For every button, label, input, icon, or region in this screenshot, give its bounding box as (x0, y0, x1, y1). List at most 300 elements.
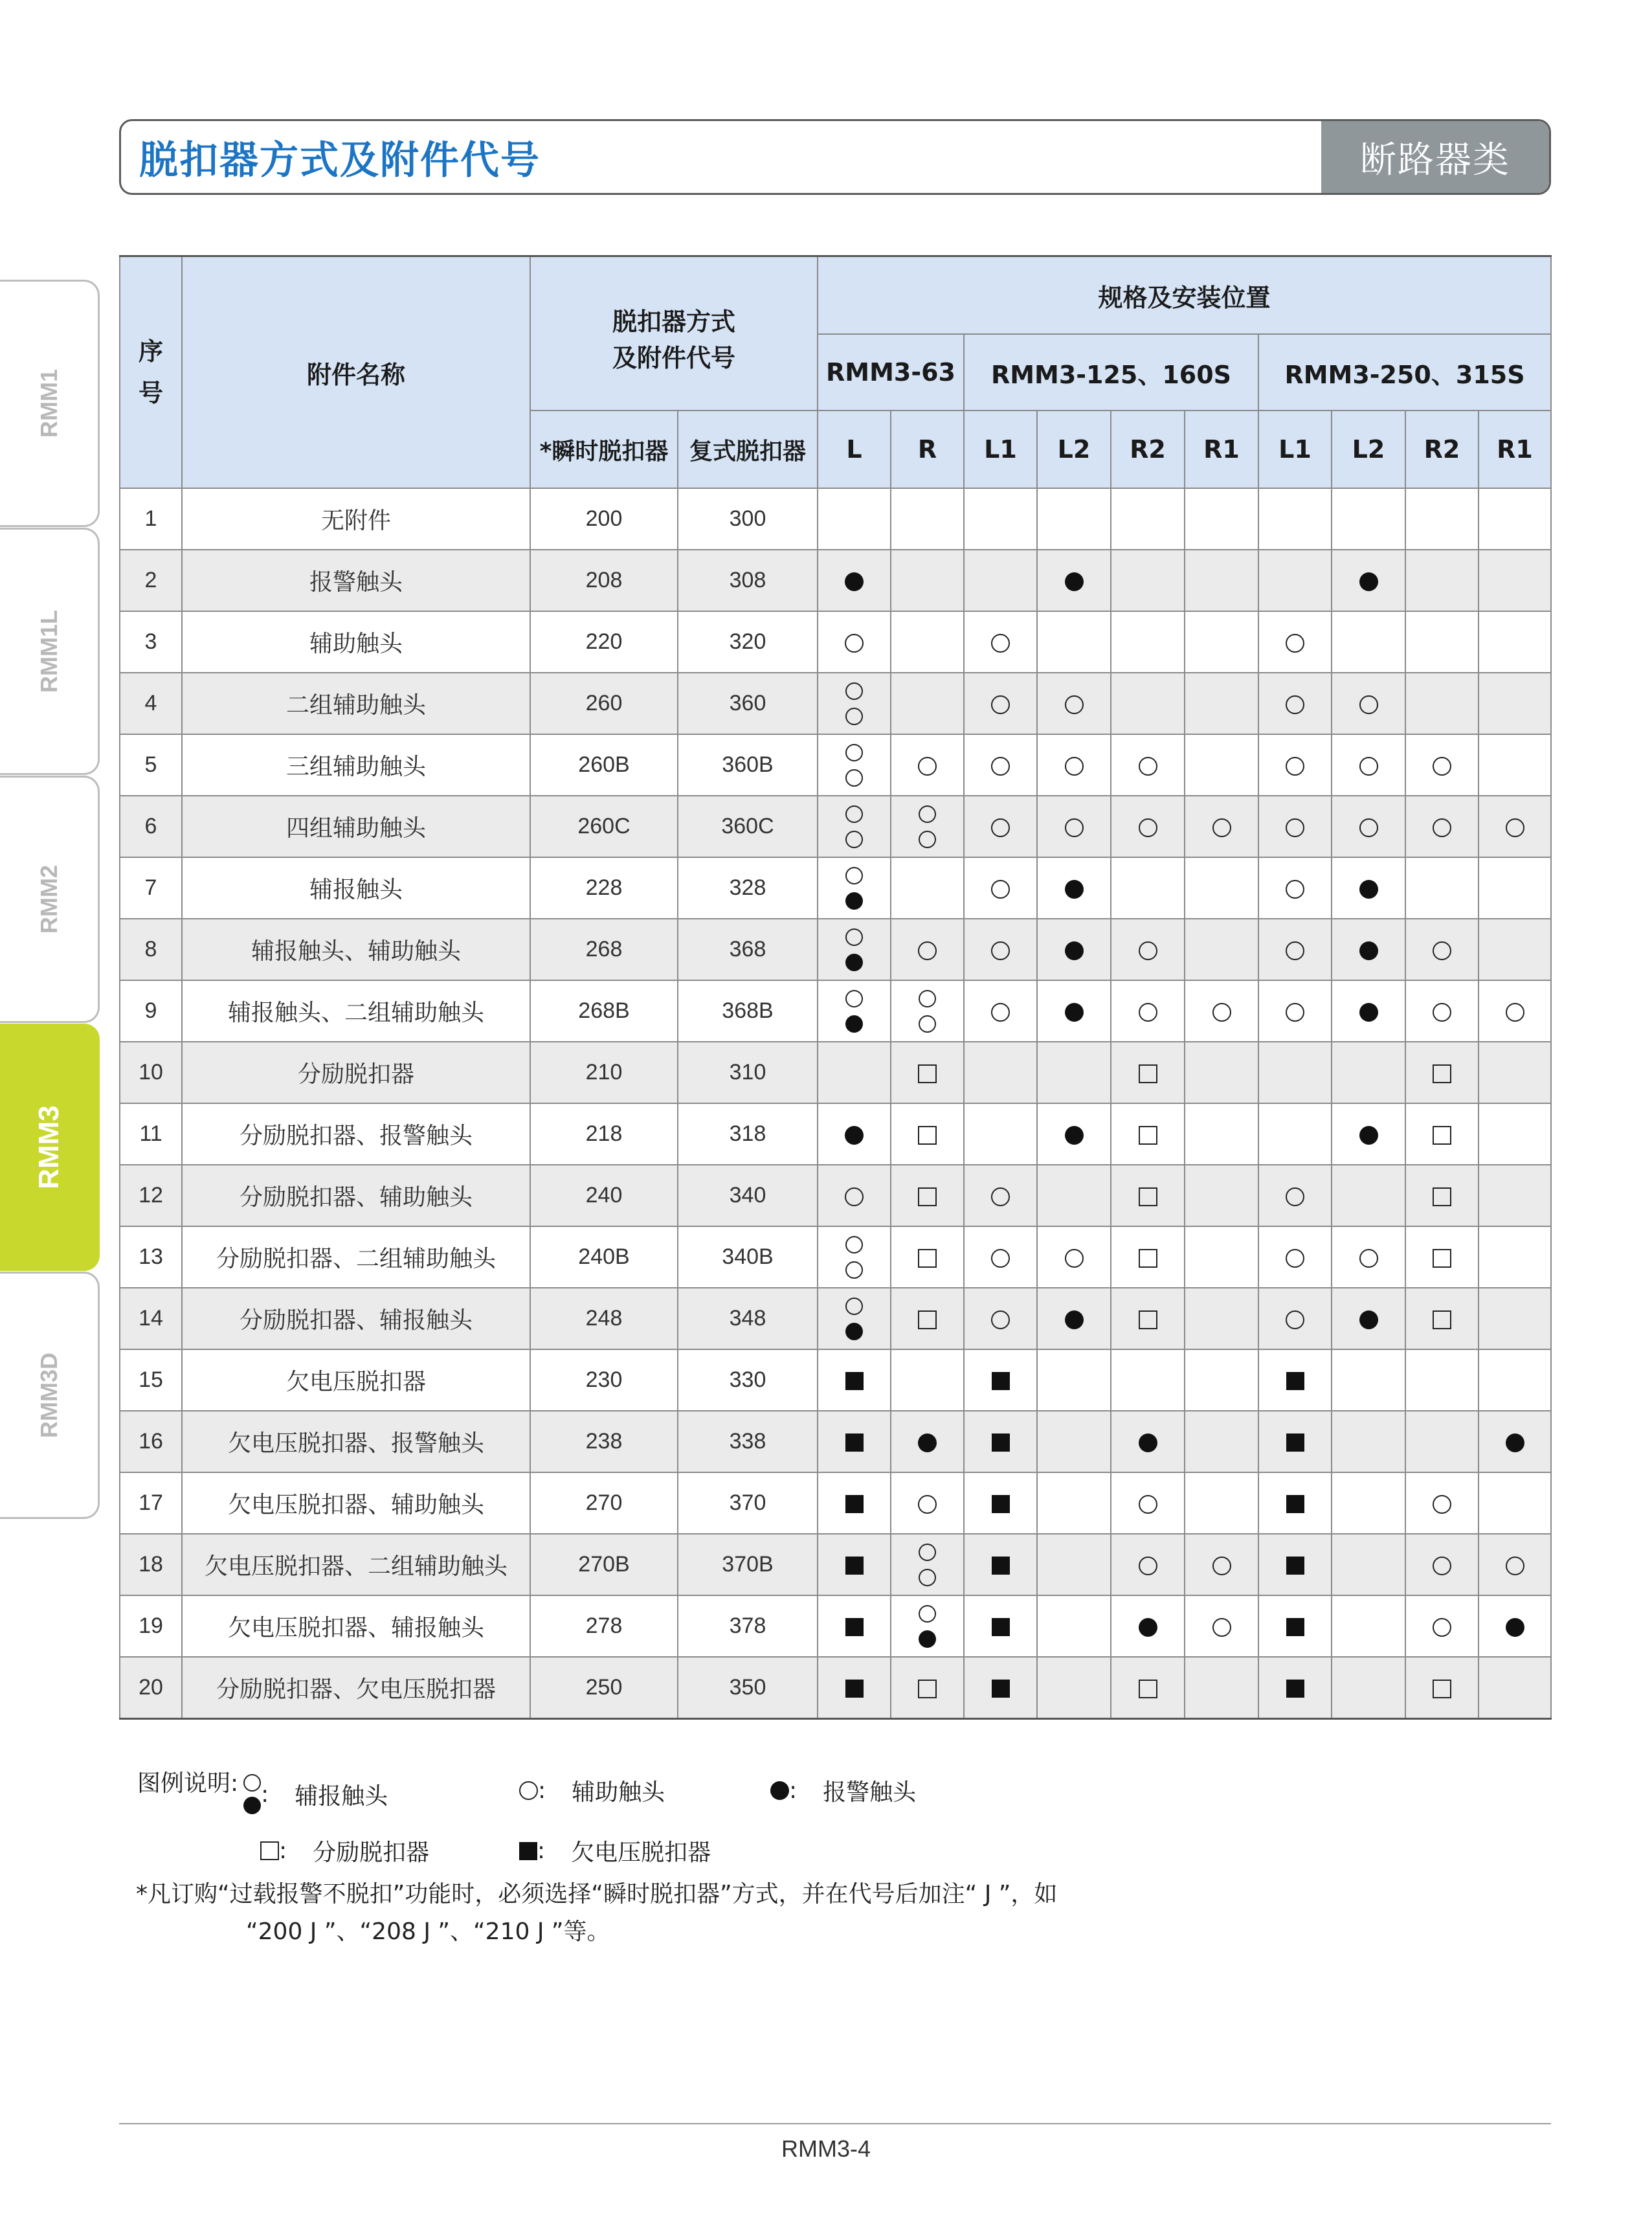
cell-position (1111, 1411, 1185, 1472)
cell-position (1037, 734, 1111, 796)
header-pos: R1 (1479, 410, 1551, 488)
cell-position (1258, 1657, 1332, 1719)
cell-position (1479, 919, 1551, 980)
open-circle-icon (845, 634, 864, 653)
symbol-stack (845, 744, 863, 787)
filled-circle-icon (1065, 941, 1084, 960)
open-circle-icon (1139, 1557, 1157, 1575)
cell-no: 12 (120, 1165, 182, 1226)
cell-position (1037, 488, 1111, 550)
cell-position (1037, 1288, 1111, 1349)
cell-position (1258, 611, 1332, 673)
cell-position (1037, 796, 1111, 857)
note-line-2: “200 J ”、“208 J ”、“210 J ”等。 (246, 1918, 610, 1945)
cell-position (1185, 1411, 1258, 1472)
cell-name: 辅报触头、辅助触头 (182, 919, 530, 980)
filled-circle-icon (1139, 1433, 1157, 1452)
table-row (120, 488, 1551, 550)
header-pos: L (818, 410, 891, 488)
cell-name: 辅报触头 (182, 857, 530, 919)
open-square-icon (1139, 1249, 1157, 1268)
open-circle-icon (1286, 818, 1304, 837)
open-circle-icon (845, 990, 863, 1007)
cell-position (1332, 980, 1405, 1042)
open-circle-icon (845, 769, 863, 787)
filled-circle-icon (1506, 1433, 1524, 1452)
cell-no: 20 (120, 1657, 182, 1719)
table-row (120, 1349, 1551, 1411)
cell-position (1185, 611, 1258, 673)
cell-position (1037, 1042, 1111, 1103)
open-circle-icon (1286, 1187, 1304, 1206)
cell-instant: 218 (530, 1103, 678, 1165)
cell-position (1332, 673, 1405, 734)
cell-position (964, 1534, 1037, 1595)
cell-position (1332, 857, 1405, 919)
open-circle-icon (991, 634, 1010, 653)
cell-position (818, 857, 891, 919)
tab-label: RMM3 (32, 1105, 65, 1189)
header-pos: R (891, 410, 964, 488)
cell-compound: 308 (678, 550, 818, 611)
open-square-icon (260, 1841, 279, 1860)
cell-position (1332, 1349, 1405, 1411)
cell-name: 欠电压脱扣器 (182, 1349, 530, 1411)
cell-position (1258, 550, 1332, 611)
open-circle-icon (1139, 1495, 1157, 1514)
open-circle-icon (991, 1003, 1010, 1022)
cell-name: 四组辅助触头 (182, 796, 530, 857)
cell-position (818, 919, 891, 980)
cell-instant: 260B (530, 734, 678, 796)
open-circle-icon (845, 682, 863, 700)
cell-compound: 370B (678, 1534, 818, 1595)
cell-position (1479, 796, 1551, 857)
cell-position (1405, 796, 1479, 857)
cell-position (1332, 1165, 1405, 1226)
symbol-stack (919, 805, 936, 848)
filled-circle-icon (919, 1630, 936, 1648)
filled-square-icon (992, 1372, 1010, 1390)
filled-square-icon (992, 1680, 1010, 1698)
cell-position (891, 1165, 964, 1226)
cell-position (818, 550, 891, 611)
filled-square-icon (992, 1433, 1010, 1452)
tab-rmm1l[interactable] (0, 528, 100, 775)
filled-circle-icon (1359, 1126, 1378, 1145)
open-circle-icon (919, 1569, 936, 1586)
legend-label: 辅助触头 (572, 1779, 665, 1806)
cell-position (818, 1165, 891, 1226)
header-pos: R2 (1111, 410, 1185, 488)
legend-colon: : (261, 1781, 269, 1808)
filled-square-icon (1286, 1618, 1304, 1636)
filled-square-icon (519, 1842, 537, 1860)
cell-position (1258, 1595, 1332, 1657)
cell-compound: 378 (678, 1595, 818, 1657)
cell-name: 分励脱扣器 (182, 1042, 530, 1103)
open-circle-icon (1433, 818, 1451, 837)
cell-name: 辅助触头 (182, 611, 530, 673)
cell-no: 6 (120, 796, 182, 857)
cell-position (1258, 1042, 1332, 1103)
filled-circle-icon (1065, 880, 1084, 899)
cell-position (1405, 1411, 1479, 1472)
cell-position (1332, 488, 1405, 550)
symbol-stack (919, 1605, 936, 1648)
cell-position (1258, 1103, 1332, 1165)
open-circle-icon (1286, 634, 1304, 653)
cell-position (1479, 1288, 1551, 1349)
filled-circle-icon (845, 954, 863, 971)
header-pos: L2 (1037, 410, 1111, 488)
cell-position (891, 796, 964, 857)
page-title: 脱扣器方式及附件代号 (139, 137, 541, 183)
cell-position (1258, 1411, 1332, 1472)
open-circle-icon (1065, 818, 1084, 837)
cell-position (891, 1349, 964, 1411)
cell-position (1111, 1657, 1185, 1719)
legend-title: 图例说明: (137, 1770, 239, 1797)
tab-rmm3[interactable] (0, 1024, 100, 1271)
table-row (120, 1103, 1551, 1165)
open-circle-icon (1212, 1003, 1231, 1022)
cell-position (1185, 1349, 1258, 1411)
cell-compound: 338 (678, 1411, 818, 1472)
open-circle-icon (1065, 695, 1084, 714)
cell-instant: 270 (530, 1472, 678, 1534)
cell-position (1332, 611, 1405, 673)
cell-position (1479, 1349, 1551, 1411)
cell-position (1405, 673, 1479, 734)
cell-position (1332, 1042, 1405, 1103)
cell-no: 16 (120, 1411, 182, 1472)
cell-position (818, 673, 891, 734)
cell-instant: 228 (530, 857, 678, 919)
cell-position (1258, 734, 1332, 796)
cell-position (1479, 1411, 1551, 1472)
open-circle-icon (1286, 757, 1304, 776)
cell-position (1111, 673, 1185, 734)
cell-position (1037, 550, 1111, 611)
cell-instant: 230 (530, 1349, 678, 1411)
cell-position (1111, 1103, 1185, 1165)
cell-position (1037, 1595, 1111, 1657)
cell-position (1037, 919, 1111, 980)
filled-square-icon (845, 1618, 864, 1636)
cell-position (1185, 857, 1258, 919)
cell-position (1111, 1534, 1185, 1595)
cell-name: 分励脱扣器、辅助触头 (182, 1165, 530, 1226)
filled-circle-icon (770, 1781, 789, 1800)
table-row (120, 1657, 1551, 1719)
filled-circle-icon (1506, 1618, 1524, 1637)
accessory-code-table (119, 255, 1552, 1720)
cell-no: 10 (120, 1042, 182, 1103)
cell-name: 辅报触头、二组辅助触头 (182, 980, 530, 1042)
tab-rmm3d[interactable] (0, 1272, 100, 1519)
cell-position (1111, 980, 1185, 1042)
cell-position (891, 1595, 964, 1657)
header-pos: L2 (1332, 410, 1405, 488)
cell-position (1332, 1411, 1405, 1472)
filled-square-icon (1286, 1557, 1304, 1575)
cell-name: 欠电压脱扣器、报警触头 (182, 1411, 530, 1472)
cell-compound: 300 (678, 488, 818, 550)
cell-position (1332, 1288, 1405, 1349)
cell-position (818, 1472, 891, 1534)
cell-instant: 248 (530, 1288, 678, 1349)
cell-compound: 370 (678, 1472, 818, 1534)
cell-position (818, 1534, 891, 1595)
open-circle-icon (519, 1781, 538, 1800)
filled-square-icon (992, 1557, 1010, 1575)
cell-position (818, 1042, 891, 1103)
cell-position (1185, 488, 1258, 550)
cell-position (818, 488, 891, 550)
cell-position (1185, 919, 1258, 980)
cell-position (964, 1165, 1037, 1226)
cell-position (1037, 611, 1111, 673)
cell-position (891, 1042, 964, 1103)
filled-square-icon (992, 1618, 1010, 1636)
cell-no: 9 (120, 980, 182, 1042)
cell-position (964, 1472, 1037, 1534)
table-row (120, 980, 1551, 1042)
open-circle-icon (1286, 941, 1304, 960)
aux-alarm-icon (243, 1774, 261, 1814)
cell-position (1185, 980, 1258, 1042)
cell-compound: 368 (678, 919, 818, 980)
open-circle-icon (1286, 880, 1304, 899)
filled-circle-icon (1139, 1618, 1157, 1637)
cell-position (1332, 550, 1405, 611)
open-circle-icon (1433, 1495, 1451, 1514)
table-row (120, 611, 1551, 673)
cell-position (891, 611, 964, 673)
cell-position (1111, 1042, 1185, 1103)
cell-no: 5 (120, 734, 182, 796)
category-label: 断路器类 (1321, 121, 1549, 193)
cell-position (1405, 1595, 1479, 1657)
open-circle-icon (991, 1249, 1010, 1268)
cell-position (964, 611, 1037, 673)
cell-compound: 348 (678, 1288, 818, 1349)
cell-position (1405, 1288, 1479, 1349)
open-circle-icon (1359, 695, 1378, 714)
cell-name: 分励脱扣器、辅报触头 (182, 1288, 530, 1349)
filled-square-icon (1286, 1433, 1304, 1452)
filled-square-icon (1286, 1495, 1304, 1513)
cell-position (964, 1288, 1037, 1349)
table-row (120, 1472, 1551, 1534)
cell-position (1405, 1103, 1479, 1165)
open-circle-icon (918, 1495, 937, 1514)
cell-position (1111, 1165, 1185, 1226)
legend-item-alarm (770, 1774, 916, 1807)
open-circle-icon (845, 1236, 863, 1254)
open-circle-icon (919, 1605, 936, 1623)
cell-position (1037, 1103, 1111, 1165)
cell-position (1405, 1226, 1479, 1288)
header-model-63: RMM3-63 (818, 334, 964, 410)
cell-no: 17 (120, 1472, 182, 1534)
cell-position (1037, 1165, 1111, 1226)
table-row (120, 1226, 1551, 1288)
cell-position (818, 734, 891, 796)
cell-position (891, 980, 964, 1042)
cell-position (1258, 673, 1332, 734)
symbol-stack (845, 928, 863, 971)
open-circle-icon (845, 708, 863, 725)
cell-instant: 268B (530, 980, 678, 1042)
filled-circle-icon (1065, 1003, 1084, 1022)
cell-instant: 250 (530, 1657, 678, 1719)
cell-instant: 260C (530, 796, 678, 857)
cell-position (1479, 611, 1551, 673)
cell-position (1479, 1472, 1551, 1534)
cell-position (1405, 1657, 1479, 1719)
cell-position (1479, 980, 1551, 1042)
legend-title-row (137, 1748, 388, 1814)
cell-compound: 368B (678, 980, 818, 1042)
cell-position (1479, 857, 1551, 919)
tab-rmm1[interactable] (0, 280, 100, 527)
filled-circle-icon (1359, 572, 1378, 591)
open-circle-icon (991, 1310, 1010, 1329)
cell-position (1258, 1534, 1332, 1595)
cell-position (964, 1042, 1037, 1103)
cell-compound: 320 (678, 611, 818, 673)
cell-no: 18 (120, 1534, 182, 1595)
legend-colon: : (279, 1838, 287, 1864)
header-code-group: 脱扣器方式及附件代号 (530, 256, 818, 411)
cell-name: 欠电压脱扣器、辅助触头 (182, 1472, 530, 1534)
symbol-stack (919, 1544, 936, 1586)
section-header (119, 119, 1551, 195)
cell-position (1037, 1349, 1111, 1411)
cell-position (964, 1226, 1037, 1288)
filled-square-icon (992, 1495, 1010, 1513)
cell-position (1332, 1472, 1405, 1534)
cell-position (818, 611, 891, 673)
open-circle-icon (919, 831, 936, 848)
cell-position (1185, 1288, 1258, 1349)
cell-position (1405, 1472, 1479, 1534)
cell-no: 8 (120, 919, 182, 980)
cell-position (1405, 1042, 1479, 1103)
cell-instant: 200 (530, 488, 678, 550)
cell-position (1332, 919, 1405, 980)
cell-instant: 208 (530, 550, 678, 611)
cell-name: 分励脱扣器、欠电压脱扣器 (182, 1657, 530, 1719)
cell-name: 二组辅助触头 (182, 673, 530, 734)
open-square-icon (918, 1187, 937, 1206)
cell-position (964, 1595, 1037, 1657)
cell-position (1258, 1472, 1332, 1534)
cell-name: 欠电压脱扣器、辅报触头 (182, 1595, 530, 1657)
filled-circle-icon (1359, 880, 1378, 899)
cell-position (891, 1288, 964, 1349)
cell-instant: 240B (530, 1226, 678, 1288)
header-seq: 序号 (120, 256, 182, 489)
cell-position (818, 1595, 891, 1657)
cell-position (1479, 1226, 1551, 1288)
table-row (120, 796, 1551, 857)
open-circle-icon (918, 757, 937, 776)
cell-compound: 340B (678, 1226, 818, 1288)
header-name: 附件名称 (182, 256, 530, 489)
cell-position (1479, 1595, 1551, 1657)
cell-position (1185, 1165, 1258, 1226)
legend-colon: : (538, 1777, 546, 1804)
cell-position (1332, 1534, 1405, 1595)
cell-position (1111, 550, 1185, 611)
open-circle-icon (1212, 1618, 1231, 1637)
legend-label: 报警触头 (823, 1779, 917, 1806)
cell-instant: 278 (530, 1595, 678, 1657)
filled-circle-icon (1065, 572, 1084, 591)
cell-position (1405, 1165, 1479, 1226)
cell-position (818, 1226, 891, 1288)
filled-square-icon (1286, 1372, 1304, 1390)
cell-position (1479, 673, 1551, 734)
cell-position (1111, 734, 1185, 796)
cell-position (1405, 488, 1479, 550)
cell-position (1405, 919, 1479, 980)
cell-no: 19 (120, 1595, 182, 1657)
cell-position (964, 488, 1037, 550)
tab-label: RMM1 (35, 369, 62, 438)
tab-rmm2[interactable] (0, 776, 100, 1023)
cell-position (1111, 1595, 1185, 1657)
cell-position (891, 1226, 964, 1288)
cell-position (1111, 919, 1185, 980)
open-circle-icon (991, 757, 1010, 776)
cell-position (1479, 1042, 1551, 1103)
symbol-stack (845, 990, 863, 1033)
cell-position (1332, 1226, 1405, 1288)
open-square-icon (1433, 1126, 1451, 1145)
cell-position (964, 673, 1037, 734)
cell-position (1185, 1595, 1258, 1657)
cell-compound: 360 (678, 673, 818, 734)
cell-instant: 238 (530, 1411, 678, 1472)
cell-position (891, 550, 964, 611)
cell-position (1258, 796, 1332, 857)
cell-position (1111, 1288, 1185, 1349)
cell-position (964, 796, 1037, 857)
cell-position (1405, 1534, 1479, 1595)
table-row (120, 1042, 1551, 1103)
cell-position (1185, 1103, 1258, 1165)
symbol-stack (845, 1236, 863, 1279)
cell-no: 14 (120, 1288, 182, 1349)
filled-square-icon (1286, 1680, 1304, 1698)
cell-position (1111, 796, 1185, 857)
cell-position (1258, 1165, 1332, 1226)
filled-circle-icon (918, 1433, 937, 1452)
cell-position (1185, 1226, 1258, 1288)
cell-position (1479, 550, 1551, 611)
cell-position (1479, 1103, 1551, 1165)
cell-name: 分励脱扣器、报警触头 (182, 1103, 530, 1165)
table-row (120, 1534, 1551, 1595)
cell-position (818, 796, 891, 857)
cell-instant: 260 (530, 673, 678, 734)
header-model-250: RMM3-250、315S (1258, 334, 1551, 410)
open-circle-icon (845, 928, 863, 946)
